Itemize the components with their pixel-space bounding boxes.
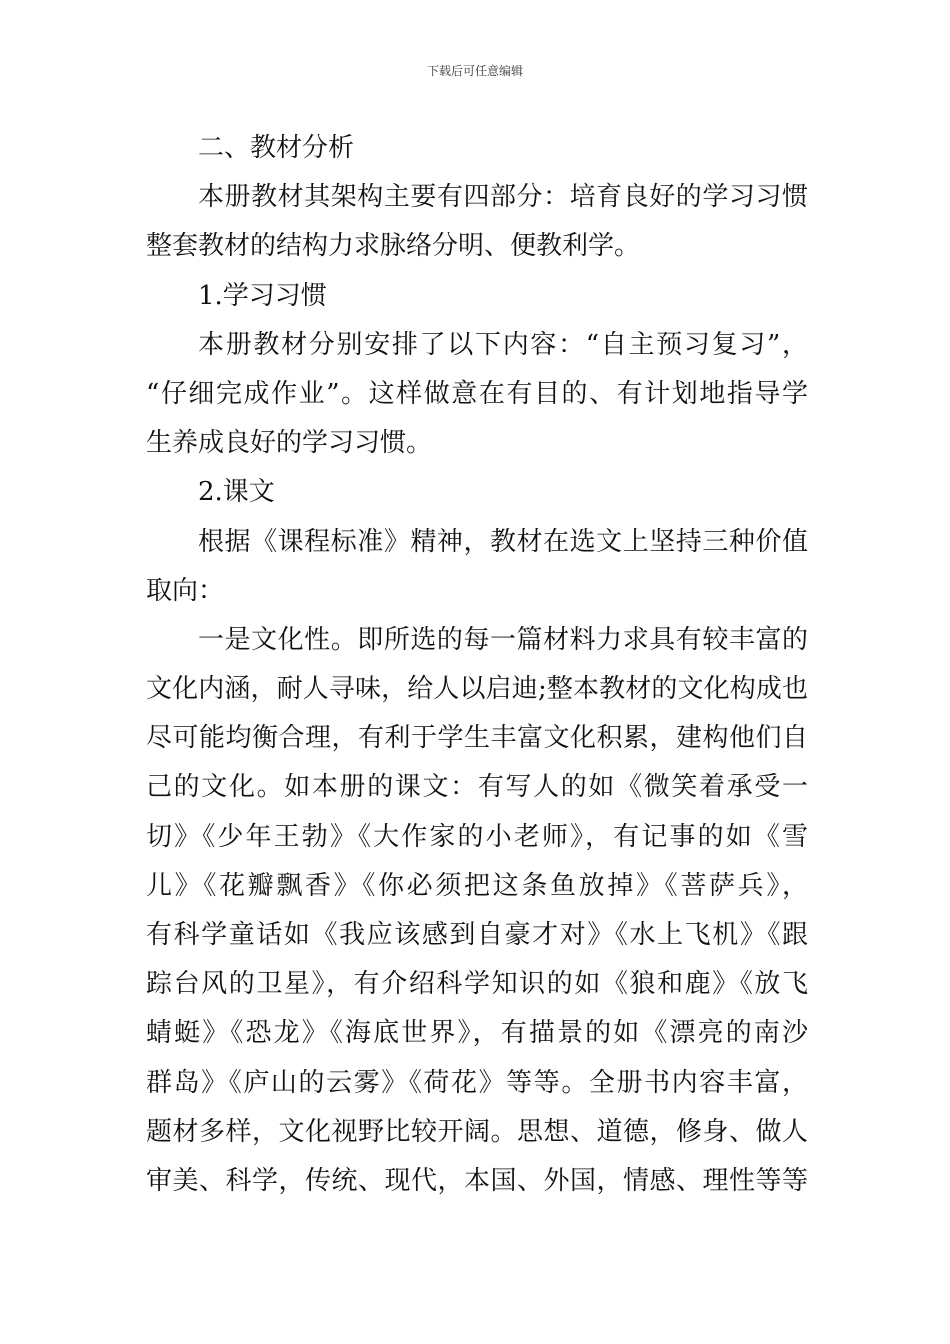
paragraph-line: 根据《课程标准》精神，教材在选文上坚持三种价值	[198, 526, 808, 557]
document-body	[146, 124, 808, 1206]
paragraph-line: 生养成良好的学习习惯。	[146, 428, 433, 459]
paragraph-line: 一是文化性。即所选的每一篇材料力求具有较丰富的	[198, 624, 808, 655]
paragraph-line: 切》《少年王勃》《大作家的小老师》，有记事的如《雪	[146, 821, 808, 852]
paragraph-line: 群岛》《庐山的云雾》《荷花》等等。全册书内容丰富，	[146, 1067, 808, 1098]
paragraph-line: 题材多样，文化视野比较开阔。思想、道德，修身、做人	[146, 1116, 808, 1147]
page-header: 下载后可任意编辑	[426, 64, 523, 78]
subsection-heading: 2.课文	[198, 477, 275, 508]
paragraph-line: “仔细完成作业”。这样做意在有目的、有计划地指导学	[146, 378, 808, 409]
paragraph-line: 踪台风的卫星》，有介绍科学知识的如《狼和鹿》《放飞	[146, 969, 808, 1000]
paragraph-line: 取向：	[146, 575, 225, 606]
paragraph-line: 尽可能均衡合理，有利于学生丰富文化积累，建构他们自	[146, 723, 808, 754]
paragraph-line: 本册教材分别安排了以下内容：“自主预习复习”，	[198, 329, 808, 360]
section-heading: 二、教材分析	[198, 133, 355, 163]
paragraph-line: 蜻蜓》《恐龙》《海底世界》，有描景的如《漂亮的南沙	[146, 1018, 808, 1049]
subsection-heading: 1.学习习惯	[198, 280, 327, 311]
paragraph-line: 有科学童话如《我应该感到自豪才对》《水上飞机》《跟	[146, 920, 808, 950]
paragraph-line: 审美、科学，传统、现代，本国、外国，情感、理性等等	[146, 1165, 808, 1196]
paragraph-line: 整套教材的结构力求脉络分明、便教利学。	[146, 231, 641, 262]
paragraph-line: 己的文化。如本册的课文：有写人的如《微笑着承受一	[146, 772, 808, 803]
paragraph-line: 文化内涵，耐人寻味，给人以启迪;整本教材的文化构成也	[146, 674, 808, 705]
paragraph-line: 儿》《花瓣飘香》《你必须把这条鱼放掉》《菩萨兵》，	[146, 870, 808, 901]
paragraph-line: 本册教材其架构主要有四部分：培育良好的学习习惯	[198, 182, 808, 213]
